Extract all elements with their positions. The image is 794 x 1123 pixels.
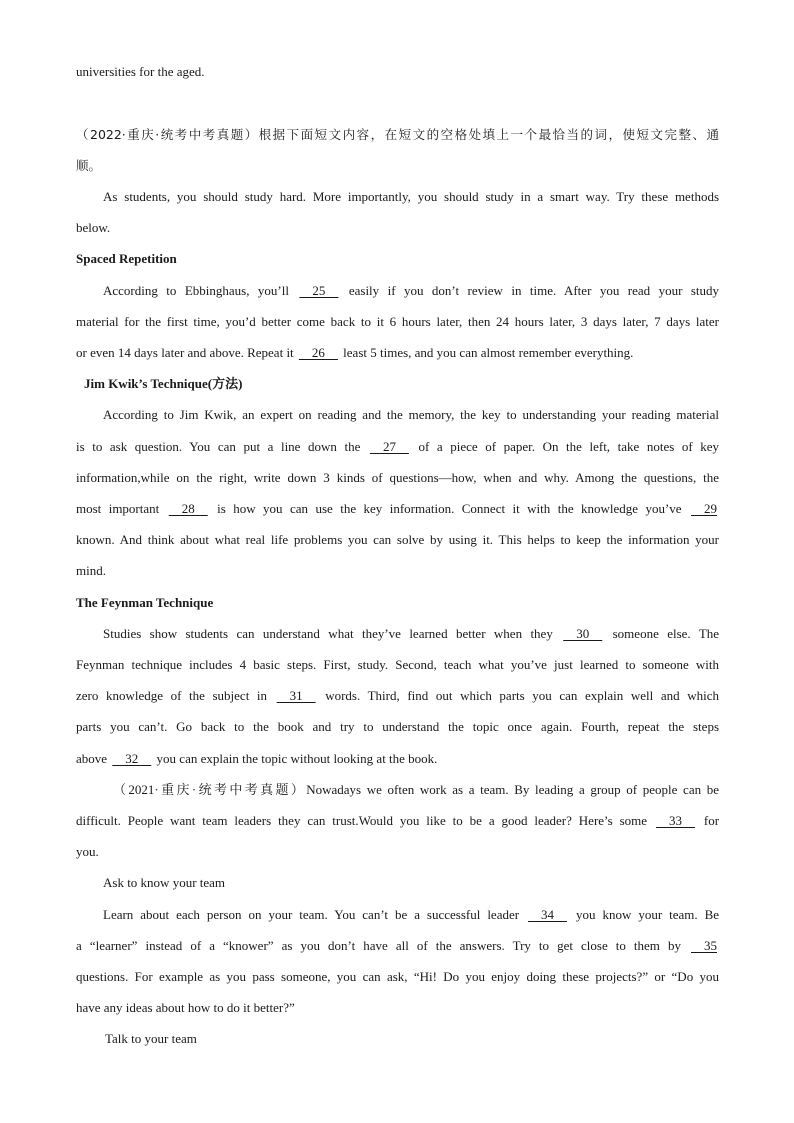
paragraph-line: most important 28 is how you can use the key information. Connect it with the knowledge you’ve 29 bbox=[76, 499, 719, 519]
paragraph-line: As students, you should study hard. More importantly, you should study in a smart way. Try these methods bbox=[103, 189, 719, 204]
paragraph-line: According to Ebbinghaus, you’ll 25 easily if you don’t review in time. After you read your study bbox=[76, 281, 719, 301]
blank-32[interactable]: 32 bbox=[112, 751, 152, 766]
section-heading: Spaced Repetition bbox=[76, 251, 177, 266]
paragraph-line: Studies show students can understand what they’ve learned better when they 30 someone else. The bbox=[76, 624, 719, 644]
paragraph-line: material for the first time, you’d better come back to it 6 hours later, then 24 hours later, 3 days later, 7 days later bbox=[76, 314, 719, 329]
blank-30[interactable]: 30 bbox=[563, 626, 603, 641]
text-line: 顺。 bbox=[76, 158, 102, 173]
text-line: universities for the aged. bbox=[76, 64, 205, 79]
question-intro-2021: （2021·重庆·统考中考真题）Nowadays we often work as a team. By leading a group of people can be bbox=[113, 782, 719, 797]
paragraph-line: information,while on the right, write down 3 kinds of questions—how, when and why. Among the questions, the bbox=[76, 470, 719, 485]
paragraph-line: questions. For example as you pass someone, you can ask, “Hi! Do you enjoy doing these projects?” or “Do you bbox=[76, 969, 719, 984]
blank-33[interactable]: 33 bbox=[655, 813, 695, 828]
blank-26[interactable]: 26 bbox=[298, 345, 338, 360]
blank-27[interactable]: 27 bbox=[369, 439, 409, 454]
paragraph-line: is to ask question. You can put a line down the 27 of a piece of paper. On the left, take notes of key bbox=[76, 437, 719, 457]
blank-34[interactable]: 34 bbox=[528, 907, 568, 922]
blank-28[interactable]: 28 bbox=[168, 501, 208, 516]
paragraph-line: mind. bbox=[76, 563, 106, 578]
section-heading: Jim Kwik’s Technique(方法) bbox=[84, 376, 243, 391]
paragraph-line: have any ideas about how to do it better?” bbox=[76, 1000, 295, 1015]
paragraph-line: known. And think about what real life problems you can solve by using it. This helps to keep the information your bbox=[76, 532, 719, 547]
section-heading: The Feynman Technique bbox=[76, 595, 214, 610]
paragraph-line: zero knowledge of the subject in 31 words. Third, find out which parts you can explain well and which bbox=[76, 686, 719, 706]
paragraph-line: According to Jim Kwik, an expert on reading and the memory, the key to understanding your reading material bbox=[103, 407, 719, 422]
paragraph-line: below. bbox=[76, 220, 111, 235]
paragraph-line: you. bbox=[76, 844, 99, 859]
question-intro-2022: （2022·重庆·统考中考真题）根据下面短文内容，在短文的空格处填上一个最恰当的词，使短文完整、通 bbox=[76, 127, 719, 142]
blank-25[interactable]: 25 bbox=[299, 283, 339, 298]
paragraph-line: or even 14 days later and above. Repeat it 26 least 5 times, and you can almost remember everything. bbox=[76, 343, 719, 363]
subheading: Talk to your team bbox=[105, 1031, 197, 1046]
subheading: Ask to know your team bbox=[103, 875, 226, 890]
paragraph-line: a “learner” instead of a “knower” as you don’t have all of the answers. Try to get close to them by 35 bbox=[76, 936, 719, 956]
blank-29[interactable]: 29 bbox=[691, 501, 718, 516]
paragraph-line: difficult. People want team leaders they can trust.Would you like to be a good leader? Here’s some 33 for bbox=[76, 811, 719, 831]
blank-31[interactable]: 31 bbox=[276, 688, 316, 703]
paragraph-line: Feynman technique includes 4 basic steps. First, study. Second, teach what you’ve just learned to someone with bbox=[76, 657, 719, 672]
paragraph-line: parts you can’t. Go back to the book and try to understand the topic once again. Fourth, repeat the steps bbox=[76, 719, 719, 734]
paragraph-line: above 32 you can explain the topic without looking at the book. bbox=[76, 749, 719, 769]
paragraph-line: Learn about each person on your team. You can’t be a successful leader 34 you know your team. Be bbox=[76, 905, 719, 925]
blank-35[interactable]: 35 bbox=[691, 938, 717, 953]
